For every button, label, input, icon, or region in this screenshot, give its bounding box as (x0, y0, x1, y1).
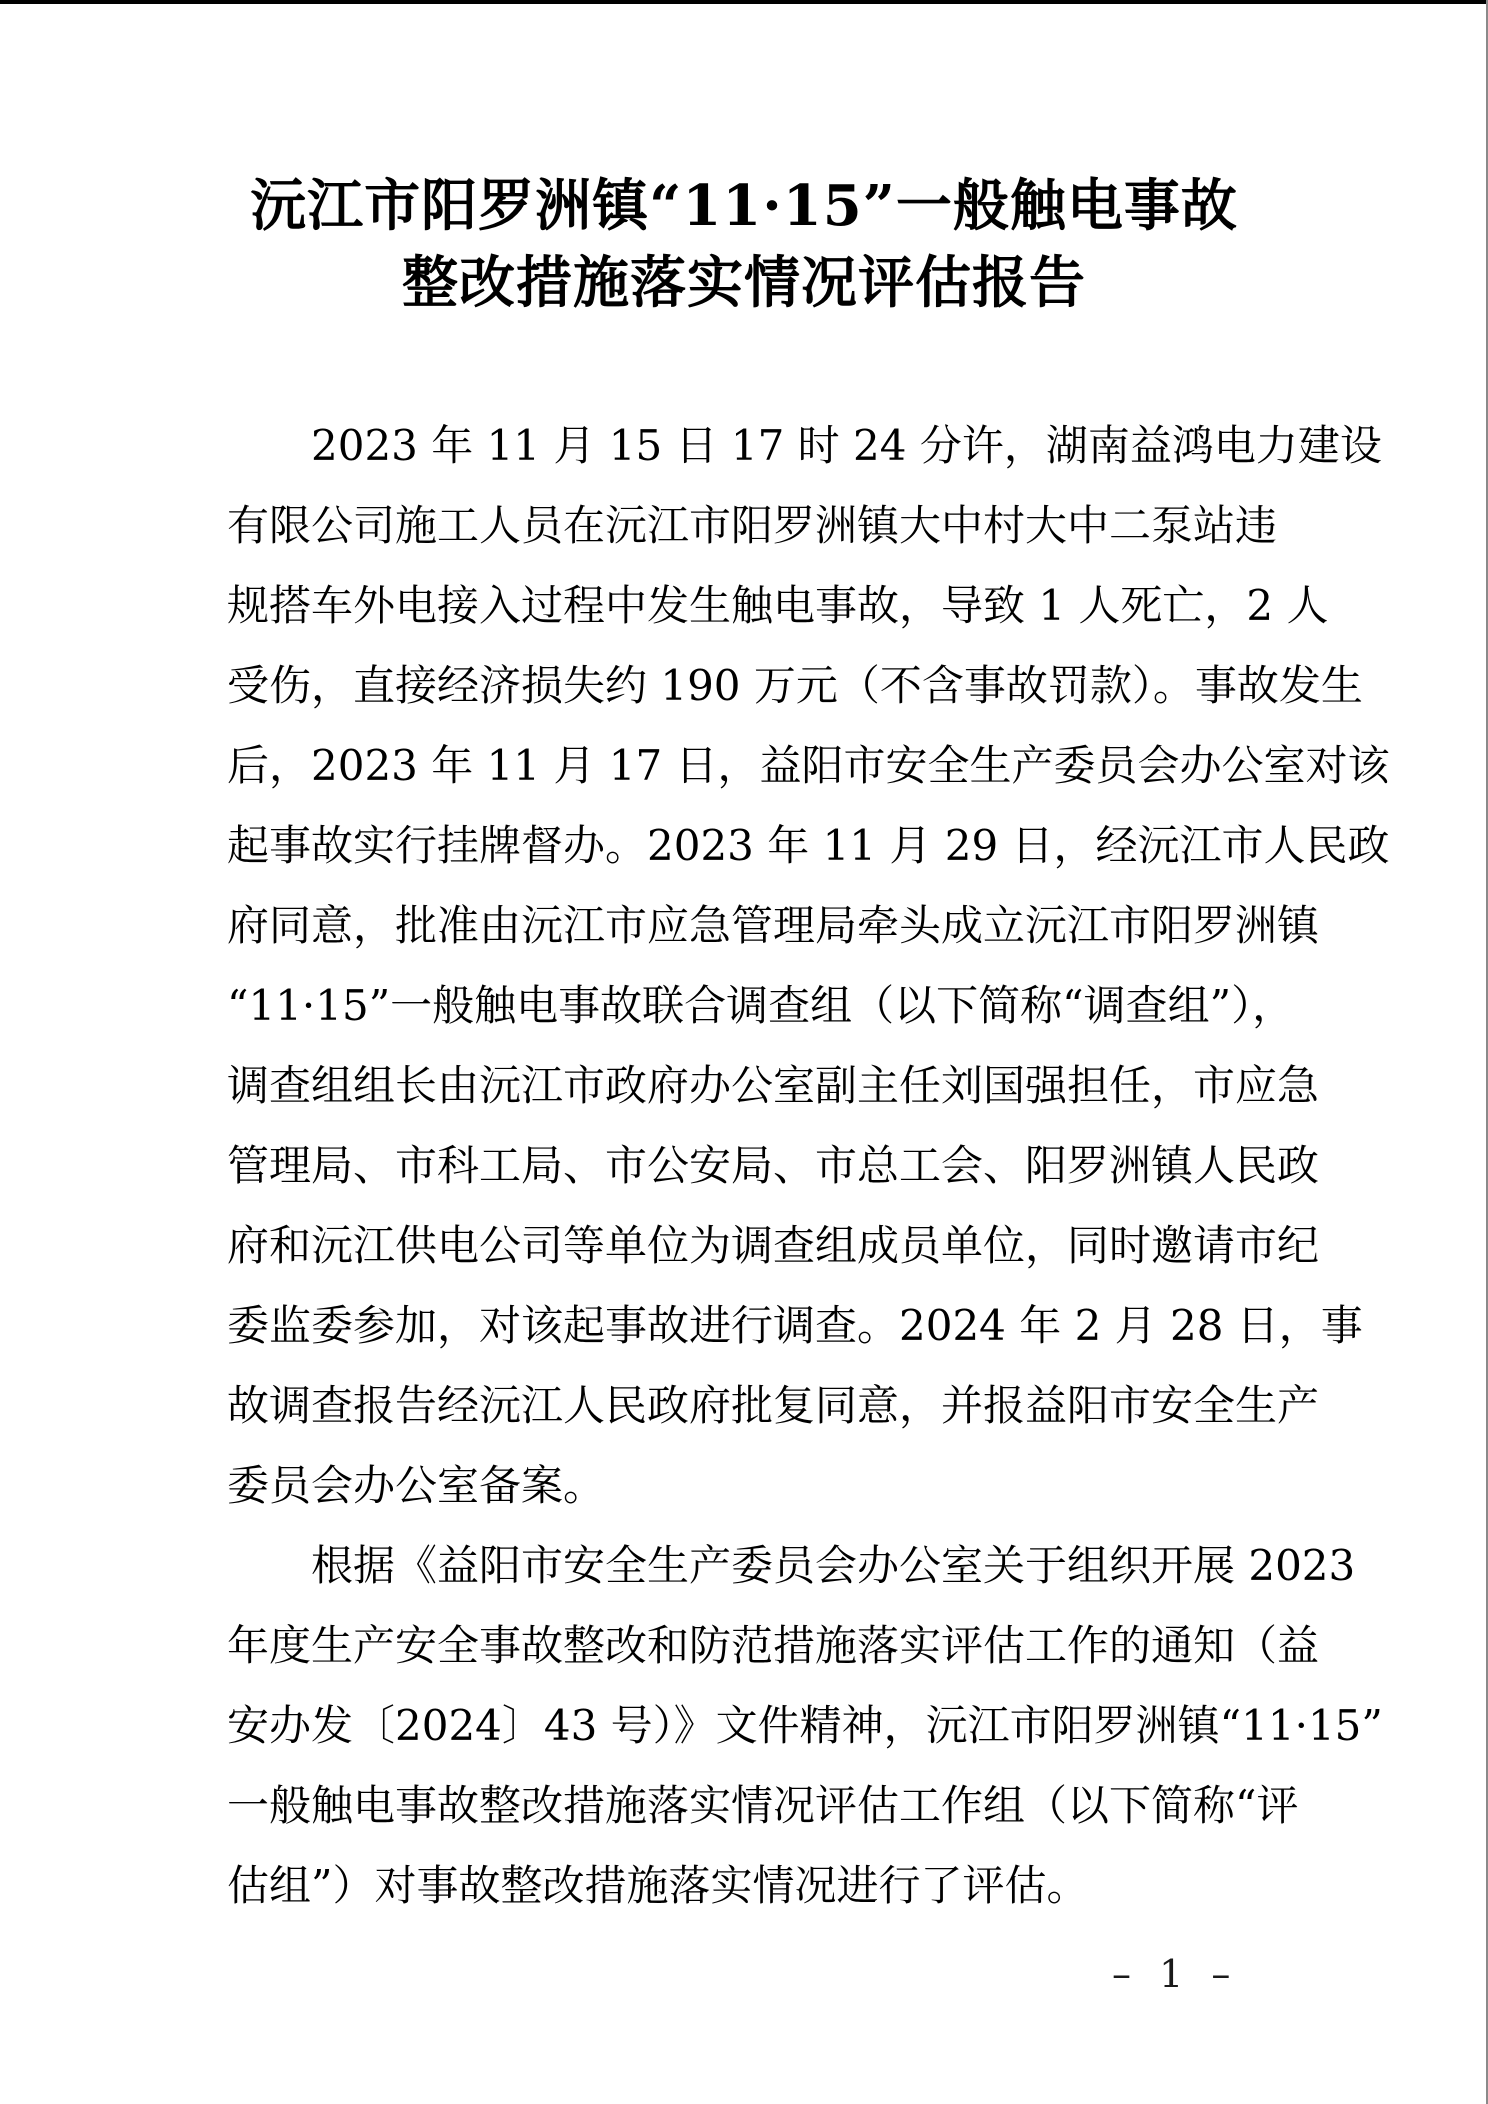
body-line: 起事故实行挂牌督办。2023 年 11 月 29 日，经沅江市人民政 (227, 821, 1390, 870)
body-line: 年度生产安全事故整改和防范措施落实评估工作的通知（益 (227, 1621, 1320, 1670)
body-line: 管理局、市科工局、市公安局、市总工会、阳罗洲镇人民政 (227, 1141, 1320, 1190)
body-line: 委监委参加，对该起事故进行调查。2024 年 2 月 28 日，事 (227, 1301, 1363, 1350)
body-line: 故调查报告经沅江人民政府批复同意，并报益阳市安全生产 (227, 1381, 1320, 1430)
body-line: 受伤，直接经济损失约 190 万元（不含事故罚款）。事故发生 (227, 661, 1363, 710)
page-top-border (0, 0, 1488, 4)
body-line: 府同意，批准由沅江市应急管理局牵头成立沅江市阳罗洲镇 (227, 901, 1320, 950)
body-line: “11·15”一般触电事故联合调查组（以下简称“调查组”）， (227, 981, 1295, 1030)
body-line: 估组”）对事故整改措施落实情况进行了评估。 (227, 1861, 1089, 1910)
body-line: 委员会办公室备案。 (227, 1461, 606, 1510)
body-line: 后，2023 年 11 月 17 日，益阳市安全生产委员会办公室对该 (227, 741, 1390, 790)
body-line: 调查组组长由沅江市政府办公室副主任刘国强担任，市应急 (227, 1061, 1320, 1110)
body-line: 规搭车外电接入过程中发生触电事故，导致 1 人死亡，2 人 (227, 581, 1329, 630)
body-line: 有限公司施工人员在沅江市阳罗洲镇大中村大中二泵站违 (227, 501, 1278, 550)
body-line: 府和沅江供电公司等单位为调查组成员单位，同时邀请市纪 (227, 1221, 1320, 1270)
body-line: 2023 年 11 月 15 日 17 时 24 分许，湖南益鸿电力建设 (311, 421, 1382, 470)
body-line: 一般触电事故整改措施落实情况评估工作组（以下简称“评 (227, 1781, 1299, 1830)
body-line: 安办发〔2024〕43 号）》文件精神，沅江市阳罗洲镇“11·15” (227, 1701, 1383, 1750)
report-title-line-1: 沅江市阳罗洲镇“11·15”一般触电事故 (250, 173, 1238, 239)
body-line: 根据《益阳市安全生产委员会办公室关于组织开展 2023 (311, 1541, 1356, 1590)
report-body (227, 406, 1390, 1926)
page-number: – 1 – (1112, 1952, 1239, 1996)
report-title-line-2: 整改措施落实情况评估报告 (402, 250, 1086, 316)
report-title (0, 168, 1488, 322)
